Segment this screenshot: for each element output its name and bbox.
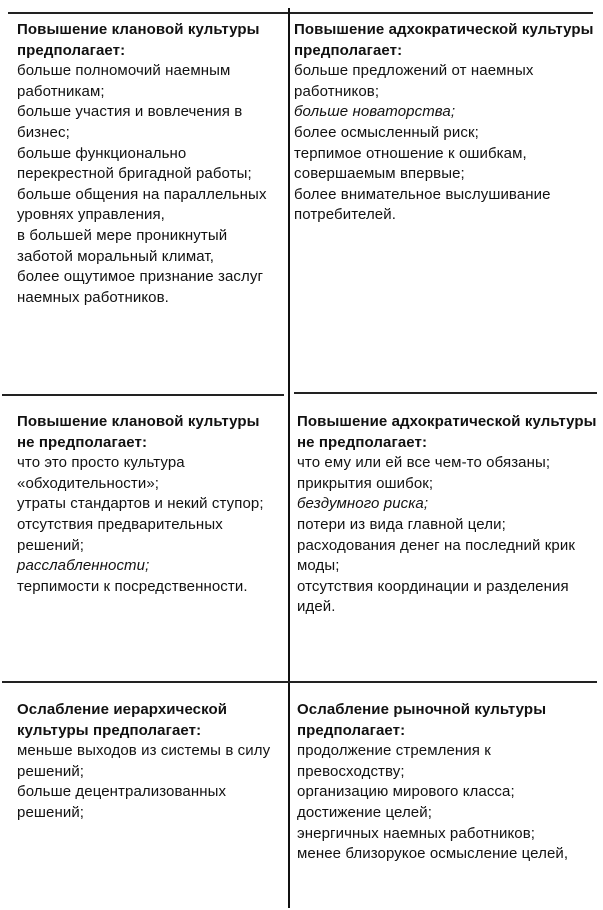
cell-title: Ослабление рыночной культуры предполагает:	[297, 701, 547, 739]
list-item: организацию мирового класса;	[297, 783, 515, 801]
list-item: расходования денег на последний крик моды;	[297, 536, 576, 575]
list-item: более осмысленный риск;	[294, 123, 479, 141]
list-item: терпимости к посредственности.	[17, 577, 248, 595]
list-item: что ему или ей все чем-то обязаны;	[297, 454, 551, 472]
list-item: достижение целей;	[297, 803, 433, 821]
list-item: потери из вида главной цели;	[297, 515, 506, 533]
list-item: прикрытия ошибок;	[297, 474, 434, 492]
cell-clan-increase-implies	[17, 20, 279, 308]
list-item: более внимательное выслушивание потребителей.	[294, 185, 551, 224]
column-divider	[288, 8, 290, 908]
row-divider-right-1	[294, 392, 597, 394]
cell-title: Повышение клановой культуры предполагает:	[17, 21, 260, 59]
cell-title: Повышение адхократической культуры не предполагает:	[297, 413, 597, 451]
list-item: больше предложений от наемных работников;	[294, 62, 534, 100]
cell-adhocracy-increase-not-implies	[297, 412, 597, 618]
list-item: больше участия и вовлечения в бизнес;	[17, 103, 243, 141]
cell-clan-increase-not-implies	[17, 412, 279, 597]
row-divider-2	[2, 681, 597, 683]
list-item: продолжение стремления к превосходству;	[297, 742, 491, 780]
list-item: утраты стандартов и некий ступор;	[17, 495, 264, 513]
list-item: в большей мере проникнутый заботой моральный климат,	[17, 226, 228, 265]
list-item: что это просто культура «обходительности»;	[17, 454, 185, 492]
list-item: энергичных наемных работников;	[297, 824, 536, 842]
cell-title: Повышение адхократической культуры предполагает:	[294, 21, 594, 59]
list-item: бездумного риска;	[297, 495, 429, 513]
list-item: менее близорукое осмысление целей,	[297, 845, 569, 863]
list-item: терпимое отношение к ошибкам, совершаемым впервые;	[294, 144, 527, 183]
list-item: меньше выходов из системы в силу решений;	[17, 742, 271, 780]
list-item: отсутствия предварительных решений;	[17, 515, 223, 554]
list-item: больше функционально перекрестной бригадной работы;	[17, 144, 252, 183]
cell-adhocracy-increase-implies	[294, 20, 594, 226]
list-item: расслабленности;	[17, 557, 150, 575]
cell-title: Повышение клановой культуры не предполагает:	[17, 413, 260, 451]
list-item: больше полномочий наемным работникам;	[17, 62, 231, 100]
cell-title: Ослабление иерархической культуры предполагает:	[17, 701, 228, 739]
cell-market-weakening-implies	[297, 700, 597, 865]
list-item: больше общения на параллельных уровнях управления,	[17, 185, 267, 224]
cell-hierarchy-weakening-implies	[17, 700, 279, 824]
top-rule	[8, 12, 593, 14]
row-divider-left-1	[2, 394, 284, 396]
list-item: больше децентрализованных решений;	[17, 783, 227, 821]
list-item: более ощутимое признание заслуг наемных работников.	[17, 268, 264, 306]
list-item: отсутствия координации и разделения идей.	[297, 577, 569, 616]
list-item: больше новаторства;	[294, 103, 456, 121]
